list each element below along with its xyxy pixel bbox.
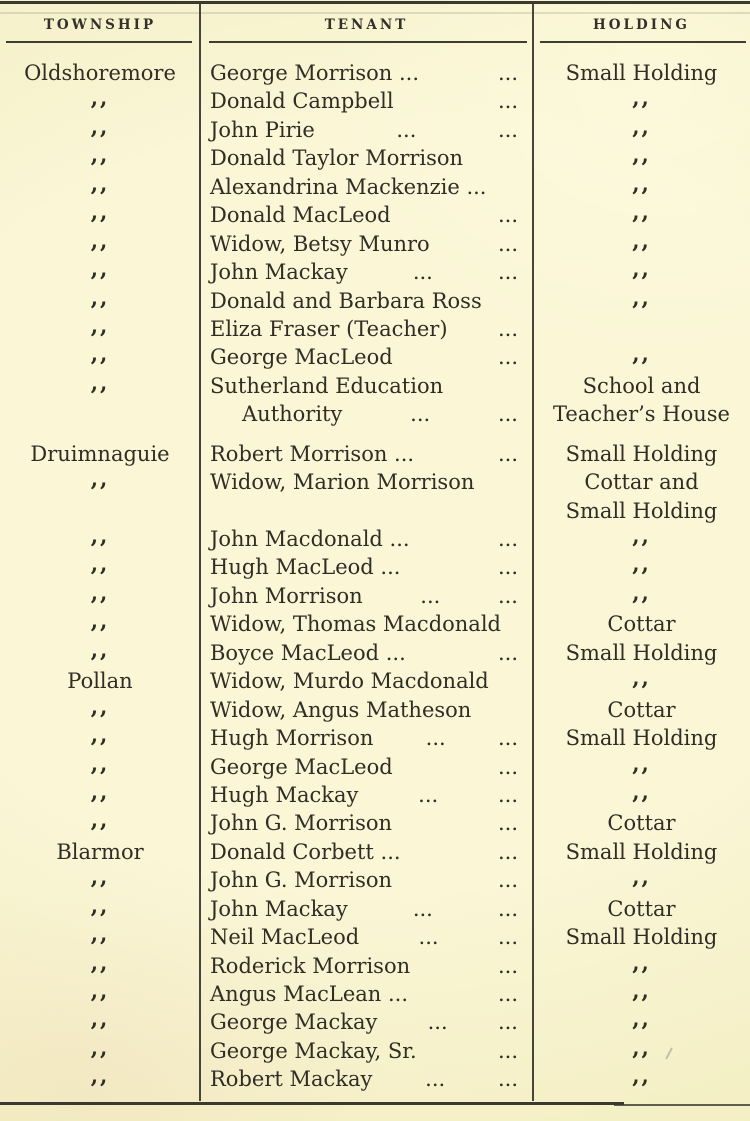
holding-cell: Small Holding (565, 839, 718, 864)
township-cell: ,, (90, 341, 110, 367)
tenant-name: Donald Campbell (210, 89, 394, 114)
holding-cell: School and (582, 373, 701, 398)
dot-leader: ... (497, 839, 518, 864)
tenant-name: John Mackay (210, 896, 348, 921)
dot-leader: ... (497, 1067, 518, 1092)
table-header (0, 12, 750, 38)
table-row (0, 980, 750, 1008)
tenant-name: Eliza Fraser (Teacher) (210, 316, 448, 341)
tenant-name: George Mackay, Sr. (210, 1038, 417, 1063)
township-cell (0, 497, 200, 525)
dot-leader: ... (497, 89, 518, 114)
tenant-cell (200, 952, 533, 980)
tenant-name: Widow, Murdo Macdonald (210, 669, 489, 694)
dot-leader: ... (497, 527, 518, 551)
table-row (0, 949, 750, 980)
tenant-name: George Morrison ... (210, 61, 420, 85)
township-cell: ,, (90, 142, 110, 168)
dot-leader: ... (497, 754, 518, 779)
table-row (0, 866, 750, 894)
tenant-cell (200, 696, 533, 724)
table-row (0, 1065, 750, 1093)
bottom-rule-segment (614, 1104, 750, 1106)
holding-cell: ,, (632, 170, 651, 196)
dot-leader: ... (425, 726, 446, 751)
holding-cell: ,, (632, 579, 651, 605)
holding-cell: Teacher’s House (553, 402, 730, 427)
township-cell: Druimnaguie (30, 441, 170, 466)
table-row (0, 750, 750, 781)
header-underline-township (6, 41, 192, 43)
tenant-name: Robert Morrison ... (210, 441, 415, 466)
column-header-township: TOWNSHIP (43, 17, 157, 33)
tenant-name: Hugh MacLeod ... (210, 555, 401, 580)
table-row (0, 400, 750, 428)
holding-cell: Cottar and (584, 470, 699, 495)
tenant-cell (200, 809, 533, 837)
dot-leader: ... (497, 260, 518, 285)
table-row (0, 778, 750, 809)
holding-cell: ,, (632, 142, 651, 168)
tenant-cell (200, 116, 533, 144)
holding-cell: Cottar (607, 896, 676, 921)
tenant-name: John Mackay (210, 260, 348, 285)
holding-cell: ,, (632, 665, 651, 691)
holding-cell: ,, (632, 1006, 651, 1032)
table-row (0, 636, 750, 667)
holding-cell: ,, (632, 199, 651, 225)
tenant-name: George Mackay (210, 1010, 378, 1035)
township-cell: ,, (90, 750, 110, 776)
tenant-cell (200, 610, 533, 638)
table-row (0, 693, 750, 724)
holding-cell: ,, (632, 523, 651, 548)
dot-leader: ... (497, 982, 518, 1006)
table-row (0, 553, 750, 581)
table-row (0, 170, 750, 201)
tenant-cell (200, 838, 533, 866)
table-row (0, 258, 750, 286)
holding-cell: Small Holding (565, 61, 718, 85)
tenant-name: John Morrison (210, 583, 363, 608)
township-cell: ,, (90, 523, 110, 548)
holding-cell: ,, (632, 1034, 651, 1060)
tenant-cell (200, 258, 533, 286)
dot-leader: ... (497, 726, 518, 751)
dot-leader: ... (497, 402, 518, 427)
tenant-cell (200, 287, 533, 315)
tenant-cell (200, 468, 533, 496)
dot-leader: ... (497, 868, 518, 893)
table-row (0, 1008, 750, 1036)
table-row (0, 525, 750, 553)
tenant-name: Widow, Angus Matheson (210, 697, 472, 722)
tenant-cell (200, 582, 533, 610)
tenant-cell (200, 1037, 533, 1065)
tenant-name: Robert Mackay (210, 1067, 373, 1092)
table-row (0, 59, 750, 87)
holding-cell: ,, (632, 256, 651, 282)
tenant-cell (200, 980, 533, 1008)
tenant-name: John Macdonald ... (210, 527, 410, 551)
township-cell: ,, (90, 978, 110, 1003)
tenant-name: Alexandrina Mackenzie ... (210, 174, 487, 199)
township-cell: Pollan (67, 669, 133, 694)
dot-leader: ... (412, 260, 433, 285)
holding-cell (533, 315, 750, 343)
dot-leader: ... (497, 1038, 518, 1063)
table-row (0, 468, 750, 496)
holding-cell: ,, (632, 227, 651, 253)
table-row (0, 343, 750, 371)
holding-cell: ,, (632, 85, 651, 111)
tenant-cell (200, 1065, 533, 1093)
dot-leader: ... (497, 583, 518, 608)
tenant-name: Widow, Marion Morrison (210, 470, 475, 495)
holding-cell: ,, (632, 750, 651, 776)
tenant-name: Authority (242, 402, 343, 427)
dot-leader: ... (497, 953, 518, 978)
dot-leader: ... (396, 117, 417, 142)
tenant-cell (200, 639, 533, 667)
township-cell: ,, (90, 113, 110, 139)
table-body (0, 59, 750, 1094)
tenant-name: Widow, Thomas Macdonald (210, 612, 501, 637)
tenant-cell (200, 866, 533, 894)
dot-leader: ... (497, 441, 518, 466)
holding-cell: ,, (632, 341, 651, 367)
table-row (0, 838, 750, 866)
township-cell: ,, (90, 807, 110, 833)
table-row (0, 724, 750, 752)
township-cell: Blarmor (56, 839, 144, 864)
dot-leader: ... (418, 782, 439, 807)
tenant-name: Donald MacLeod (210, 203, 391, 228)
dot-leader: ... (497, 896, 518, 921)
township-cell: ,, (90, 693, 110, 719)
tenant-cell (200, 343, 533, 371)
township-cell: ,, (90, 579, 110, 605)
holding-cell: ,, (632, 284, 651, 310)
tenant-cell (200, 87, 533, 115)
township-cell: ,, (90, 722, 110, 748)
tenant-name: George MacLeod (210, 345, 393, 370)
tenant-name: Hugh Mackay (210, 782, 359, 807)
tenant-name: Neil MacLeod (210, 925, 360, 950)
tenant-cell (200, 753, 533, 781)
township-cell: ,, (90, 466, 110, 492)
tenant-cell (200, 201, 533, 229)
dot-leader: ... (497, 345, 518, 370)
tenant-name: John Pirie (210, 117, 315, 142)
township-cell: ,, (90, 778, 110, 804)
township-cell: ,, (90, 284, 110, 310)
table-row (0, 113, 750, 144)
dot-leader: ... (497, 117, 518, 142)
holding-cell: ,, (632, 778, 651, 804)
township-cell: ,, (90, 864, 110, 890)
holding-cell: ,, (632, 551, 651, 577)
table-row (0, 440, 750, 468)
tenant-name: John G. Morrison (210, 868, 393, 893)
holding-cell: Cottar (607, 697, 676, 722)
township-cell: ,, (90, 85, 110, 111)
holding-cell: ,, (632, 949, 651, 975)
holding-cell: Small Holding (565, 640, 718, 665)
table-row (0, 144, 750, 172)
tenant-cell (200, 400, 533, 428)
table-row (0, 284, 750, 315)
holding-cell: Cottar (607, 811, 676, 836)
holding-cell: ,, (632, 113, 651, 139)
table-row (0, 667, 750, 695)
township-cell: ,, (90, 256, 110, 282)
tenant-name: Hugh Morrison (210, 726, 374, 751)
holding-cell: Small Holding (565, 925, 718, 950)
tenant-cell (200, 497, 533, 525)
tenant-name: Donald Corbett ... (210, 839, 401, 864)
township-cell: ,, (90, 608, 110, 634)
table-row (0, 87, 750, 115)
dot-leader: ... (427, 1010, 448, 1035)
tenant-name: John G. Morrison (210, 811, 393, 836)
township-cell: ,, (90, 1034, 110, 1060)
tenant-cell (200, 724, 533, 752)
table-row (0, 610, 750, 638)
header-underline-holding (540, 41, 746, 43)
bottom-rule (0, 1102, 624, 1105)
township-cell: Oldshoremore (24, 61, 176, 85)
tenant-cell (200, 230, 533, 258)
tenant-cell (200, 1008, 533, 1036)
dot-leader: ... (497, 1010, 518, 1035)
township-cell: ,, (90, 227, 110, 253)
township-cell: ,, (90, 551, 110, 577)
holding-cell: Cottar (607, 612, 676, 637)
tenant-cell (200, 923, 533, 951)
dot-leader: ... (497, 555, 518, 580)
holding-cell: Small Holding (565, 441, 718, 466)
holding-cell: Small Holding (565, 726, 718, 751)
holding-cell: ,, (632, 1063, 651, 1089)
table-row (0, 369, 750, 400)
holding-cell: ,, (632, 864, 651, 890)
township-cell: ,, (90, 949, 110, 975)
tenant-name: Angus MacLean ... (210, 982, 409, 1006)
column-header-tenant: TENANT (324, 17, 409, 33)
township-cell: ,, (90, 199, 110, 225)
township-cell: ,, (90, 312, 110, 338)
header-underline-tenant (209, 41, 527, 43)
tenant-cell (200, 553, 533, 581)
township-cell: ,, (90, 892, 110, 918)
township-cell: ,, (90, 1006, 110, 1032)
dot-leader: ... (497, 811, 518, 836)
table-row (0, 809, 750, 837)
dot-leader: ... (410, 402, 431, 427)
tenant-name: Roderick Morrison (210, 953, 411, 978)
table-row (0, 892, 750, 923)
tenant-cell (200, 372, 533, 400)
dot-leader: ... (497, 640, 518, 665)
tenant-cell (200, 144, 533, 172)
tenant-name: Donald and Barbara Ross (210, 288, 482, 313)
dot-leader: ... (497, 925, 518, 950)
table-row (0, 312, 750, 343)
township-cell (0, 400, 200, 428)
tenant-cell (200, 525, 533, 553)
township-cell: ,, (90, 170, 110, 196)
table-row (0, 579, 750, 610)
table-row (0, 1034, 750, 1065)
tenant-cell (200, 781, 533, 809)
table-row (0, 497, 750, 525)
dot-leader: ... (497, 61, 518, 85)
tenant-name: Donald Taylor Morrison (210, 146, 464, 171)
column-header-holding: HOLDING (593, 17, 690, 33)
holding-cell: Small Holding (565, 498, 718, 523)
dot-leader: ... (418, 925, 439, 950)
tenant-cell (200, 315, 533, 343)
dot-leader: ... (412, 896, 433, 921)
township-cell: ,, (90, 921, 110, 947)
tenant-name: Boyce MacLeod ... (210, 640, 406, 665)
table-row (0, 923, 750, 951)
tenant-name: George MacLeod (210, 754, 393, 779)
table-row (0, 201, 750, 229)
holding-cell: ,, (632, 978, 651, 1003)
tenant-cell (200, 440, 533, 468)
tenant-name: Widow, Betsy Munro (210, 231, 430, 256)
dot-leader: ... (497, 316, 518, 341)
dot-leader: ... (425, 1067, 446, 1092)
dot-leader: ... (420, 583, 441, 608)
top-rule (0, 1, 750, 4)
township-cell: ,, (90, 1063, 110, 1089)
dot-leader: ... (497, 782, 518, 807)
tenant-cell (200, 173, 533, 201)
tenant-cell (200, 667, 533, 695)
township-cell: ,, (90, 636, 110, 662)
table-row (0, 227, 750, 258)
dot-leader: ... (497, 203, 518, 228)
township-cell: ,, (90, 369, 110, 395)
tenant-cell (200, 895, 533, 923)
dot-leader: ... (497, 231, 518, 256)
tenant-cell (200, 59, 533, 87)
tenant-name: Sutherland Education (210, 373, 444, 398)
